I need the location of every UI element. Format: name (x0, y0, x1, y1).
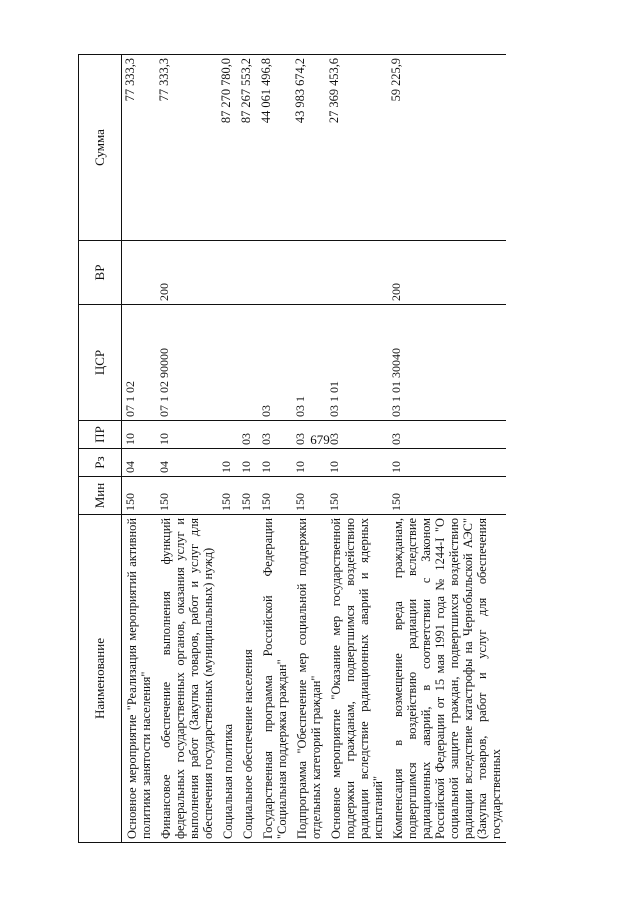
row-sum: 87 267 553,2 (238, 55, 258, 241)
row-pr: 03 (292, 421, 326, 449)
row-pr: 10 (122, 421, 157, 449)
table-row (156, 55, 218, 843)
row-rz: 10 (292, 449, 326, 477)
page-number: 679 (310, 432, 330, 447)
row-rz: 04 (156, 449, 218, 477)
row-rz: 04 (122, 449, 157, 477)
row-min: 150 (156, 477, 218, 515)
header-vr: ВР (79, 241, 122, 305)
row-min: 150 (258, 477, 292, 515)
row-sum: 77 333,3 (156, 55, 218, 241)
row-vr (122, 241, 157, 305)
row-pr: 03 (326, 421, 388, 449)
budget-table (78, 54, 506, 843)
row-name: Государственная программа Российской Федерации "Социальная поддержка граждан" (258, 515, 292, 843)
table-row (388, 55, 506, 843)
rotated-table-wrapper (78, 55, 608, 843)
header-pr: ПР (79, 421, 122, 449)
header-name: Наименование (79, 515, 122, 843)
table-row (218, 55, 238, 843)
row-name: Основное мероприятие "Реализация мероприятий активной политики занятости населения" (122, 515, 157, 843)
row-sum: 27 369 453,6 (326, 55, 388, 241)
table-row (238, 55, 258, 843)
row-vr (218, 241, 238, 305)
header-min: Мин (79, 477, 122, 515)
row-sum: 44 061 496,8 (258, 55, 292, 241)
row-csr: 03 1 01 30040 (388, 305, 506, 421)
row-min: 150 (388, 477, 506, 515)
row-name: Финансовое обеспечение выполнения функций федеральных государственных органов, оказания услуг и выполнения работ (Закупка товаров, работ и услуг для обеспечения государственных (муниципальных) нужд) (156, 515, 218, 843)
row-sum: 43 983 674,2 (292, 55, 326, 241)
header-csr: ЦСР (79, 305, 122, 421)
row-vr (258, 241, 292, 305)
row-sum: 77 333,3 (122, 55, 157, 241)
row-min: 150 (326, 477, 388, 515)
row-min: 150 (122, 477, 157, 515)
row-sum: 87 270 780,0 (218, 55, 238, 241)
row-csr (238, 305, 258, 421)
table-row (122, 55, 157, 843)
row-vr: 200 (156, 241, 218, 305)
row-name: Компенсация в возмещение вреда гражданам, подвергшимся воздействию радиации вследствие радиационных аварий, в соответствии с Законом Российской Федерации от 15 мая 1991 года № 1244-I "О социальной защите граждан, подвергшихся воздействию радиации вследствие катастрофы на Чернобыльской АЭС" (Закупка товаров, работ и услуг для обеспечения государственных (388, 515, 506, 843)
row-min: 150 (238, 477, 258, 515)
row-csr: 07 1 02 (122, 305, 157, 421)
table-row (292, 55, 326, 843)
row-min: 150 (292, 477, 326, 515)
row-pr: 03 (258, 421, 292, 449)
row-vr (326, 241, 388, 305)
row-vr (238, 241, 258, 305)
table-header-row (79, 55, 122, 843)
table-row (326, 55, 388, 843)
row-csr: 03 1 (292, 305, 326, 421)
row-pr (218, 421, 238, 449)
row-csr: 03 1 01 (326, 305, 388, 421)
row-name: Социальная политика (218, 515, 238, 843)
row-rz: 10 (218, 449, 238, 477)
table-row (258, 55, 292, 843)
row-pr: 10 (156, 421, 218, 449)
row-vr (292, 241, 326, 305)
row-csr (218, 305, 238, 421)
header-sum: Сумма (79, 55, 122, 241)
row-rz: 10 (326, 449, 388, 477)
row-name: Социальное обеспечение населения (238, 515, 258, 843)
row-name: Основное мероприятие "Оказание мер государственной поддержки гражданам, подвергшимся воздействию радиации вследствие радиационных аварий и ядерных испытаний" (326, 515, 388, 843)
row-csr: 03 (258, 305, 292, 421)
row-name: Подпрограмма "Обеспечение мер социальной поддержки отдельных категорий граждан" (292, 515, 326, 843)
row-rz: 10 (238, 449, 258, 477)
row-sum: 59 225,9 (388, 55, 506, 241)
row-csr: 07 1 02 90000 (156, 305, 218, 421)
row-min: 150 (218, 477, 238, 515)
row-vr: 200 (388, 241, 506, 305)
row-pr: 03 (388, 421, 506, 449)
row-rz: 10 (258, 449, 292, 477)
header-rz: Рз (79, 449, 122, 477)
row-rz: 10 (388, 449, 506, 477)
row-pr: 03 (238, 421, 258, 449)
